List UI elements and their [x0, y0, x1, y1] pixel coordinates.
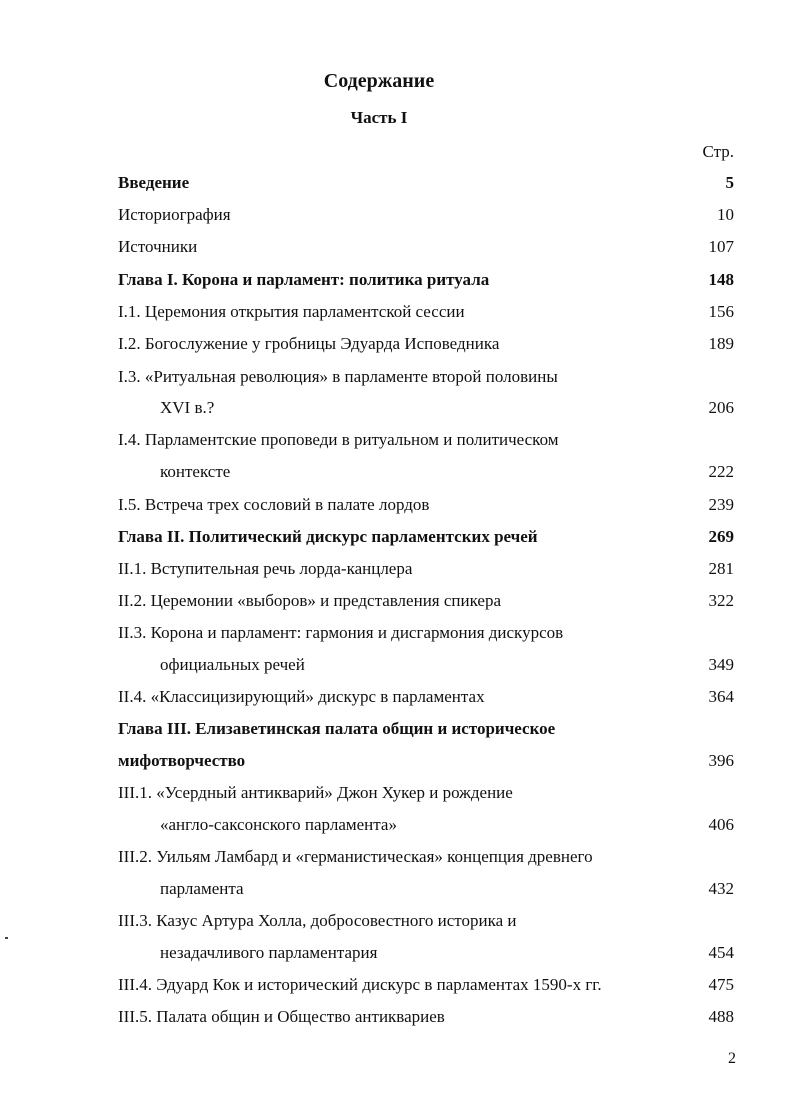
- toc-entry-page: 107: [708, 237, 734, 256]
- toc-entry-text: парламента: [160, 879, 244, 898]
- toc-entry-text: Глава I. Корона и парламент: политика ритуала: [118, 270, 490, 289]
- toc-entry-section-1-1[interactable]: [118, 296, 734, 328]
- toc-entry-historiography[interactable]: [118, 199, 734, 231]
- toc-entry-page: 281: [708, 559, 734, 578]
- toc-entry-introduction[interactable]: [118, 167, 734, 199]
- part-title: Часть I: [350, 108, 408, 127]
- toc-entry-page: 454: [708, 943, 734, 962]
- toc-entry-sources[interactable]: [118, 231, 734, 263]
- toc-entry-section-3-4[interactable]: [118, 969, 734, 1001]
- toc-entry-section-1-2[interactable]: [118, 328, 734, 360]
- page-title: Содержание: [323, 70, 435, 92]
- toc-entry-page: 406: [708, 815, 734, 834]
- toc-entry-section-2-1[interactable]: [118, 553, 734, 585]
- toc-entry-text: I.5. Встреча трех сословий в палате лордов: [118, 495, 430, 514]
- toc-entry-page: 189: [708, 334, 734, 353]
- toc-entry-text: Глава III. Елизаветинская палата общин и историческое: [118, 719, 556, 738]
- toc-entry-page: 156: [708, 302, 734, 321]
- toc-entry-page: 206: [708, 398, 734, 417]
- toc-entry-section-3-5[interactable]: [118, 1001, 734, 1033]
- toc-entry-text: Глава II. Политический дискурс парламентских речей: [118, 527, 538, 546]
- toc-entry-text: официальных речей: [160, 655, 305, 674]
- scan-speck: [5, 937, 8, 939]
- toc-entry-section-1-3-cont[interactable]: [118, 392, 734, 424]
- toc-entry-text: III.4. Эдуард Кок и исторический дискурс в парламентах 1590-х гг.: [118, 975, 602, 994]
- toc-entry-text: II.3. Корона и парламент: гармония и дисгармония дискурсов: [118, 623, 564, 642]
- toc-entry-page: 364: [708, 687, 734, 706]
- toc-entry-text: Введение: [118, 173, 190, 192]
- toc-entry-section-1-3[interactable]: [118, 361, 734, 393]
- toc-entry-text: «англо-саксонского парламента»: [160, 815, 397, 834]
- toc-entry-page: 10: [717, 205, 734, 224]
- toc-entry-text: II.1. Вступительная речь лорда-канцлера: [118, 559, 413, 578]
- toc-entry-text: I.1. Церемония открытия парламентской сессии: [118, 302, 465, 321]
- toc-entry-chapter-3-cont[interactable]: [118, 745, 734, 777]
- toc-entry-page: 269: [708, 527, 734, 546]
- toc-entry-text: III.5. Палата общин и Общество антиквариев: [118, 1007, 445, 1026]
- toc-entry-chapter-1[interactable]: [118, 264, 734, 296]
- toc-entry-chapter-2[interactable]: [118, 521, 734, 553]
- toc-entry-page: 349: [708, 655, 734, 674]
- footer-page-number: 2: [728, 1050, 736, 1067]
- toc-entry-text: Источники: [118, 237, 198, 256]
- toc-entry-section-1-5[interactable]: [118, 489, 734, 521]
- toc-entry-page: 475: [708, 975, 734, 994]
- toc-entry-text: Историография: [118, 205, 231, 224]
- toc-entry-section-2-3[interactable]: [118, 617, 734, 649]
- toc-entry-page: 5: [725, 173, 734, 192]
- toc-entry-text: I.4. Парламентские проповеди в ритуальном и политическом: [118, 430, 559, 449]
- toc-entry-page: 239: [708, 495, 734, 514]
- toc-entry-text: контексте: [160, 462, 231, 481]
- toc-entry-page: 396: [708, 751, 734, 770]
- toc-entry-page: 488: [708, 1007, 734, 1026]
- toc-entry-section-2-4[interactable]: [118, 681, 734, 713]
- toc-entry-page: 222: [708, 462, 734, 481]
- toc-entry-page: 432: [708, 879, 734, 898]
- toc-entry-text: II.2. Церемонии «выборов» и представления спикера: [118, 591, 502, 610]
- toc-entry-text: I.2. Богослужение у гробницы Эдуарда Исповедника: [118, 334, 500, 353]
- toc-entry-text: XVI в.?: [160, 398, 215, 417]
- toc-entry-section-2-3-cont[interactable]: [118, 649, 734, 681]
- toc-entry-text: незадачливого парламентария: [160, 943, 378, 962]
- toc-entry-section-3-1[interactable]: [118, 777, 734, 809]
- toc-entry-page: 148: [708, 270, 734, 289]
- toc-entry-text: III.1. «Усердный антикварий» Джон Хукер и рождение: [118, 783, 513, 802]
- toc-entry-section-2-2[interactable]: [118, 585, 734, 617]
- toc-entry-section-3-2-cont[interactable]: [118, 873, 734, 905]
- page-column-label: Стр.: [702, 142, 734, 161]
- toc-entry-page: 322: [708, 591, 734, 610]
- toc-entry-text: III.2. Уильям Ламбард и «германистическая» концепция древнего: [118, 847, 593, 866]
- toc-entry-chapter-3[interactable]: [118, 713, 734, 745]
- toc-entry-section-3-3[interactable]: [118, 905, 734, 937]
- toc-entry-section-1-4[interactable]: [118, 424, 734, 456]
- toc-entry-section-3-2[interactable]: [118, 841, 734, 873]
- toc-entry-text: II.4. «Классицизирующий» дискурс в парламентах: [118, 687, 485, 706]
- toc-entry-text: I.3. «Ритуальная революция» в парламенте второй половины: [118, 367, 558, 386]
- toc-entry-text: III.3. Казус Артура Холла, добросовестного историка и: [118, 911, 517, 930]
- toc-entry-section-1-4-cont[interactable]: [118, 456, 734, 488]
- toc-entry-section-3-1-cont[interactable]: [118, 809, 734, 841]
- toc-entry-section-3-3-cont[interactable]: [118, 937, 734, 969]
- toc-entry-text: мифотворчество: [118, 751, 246, 770]
